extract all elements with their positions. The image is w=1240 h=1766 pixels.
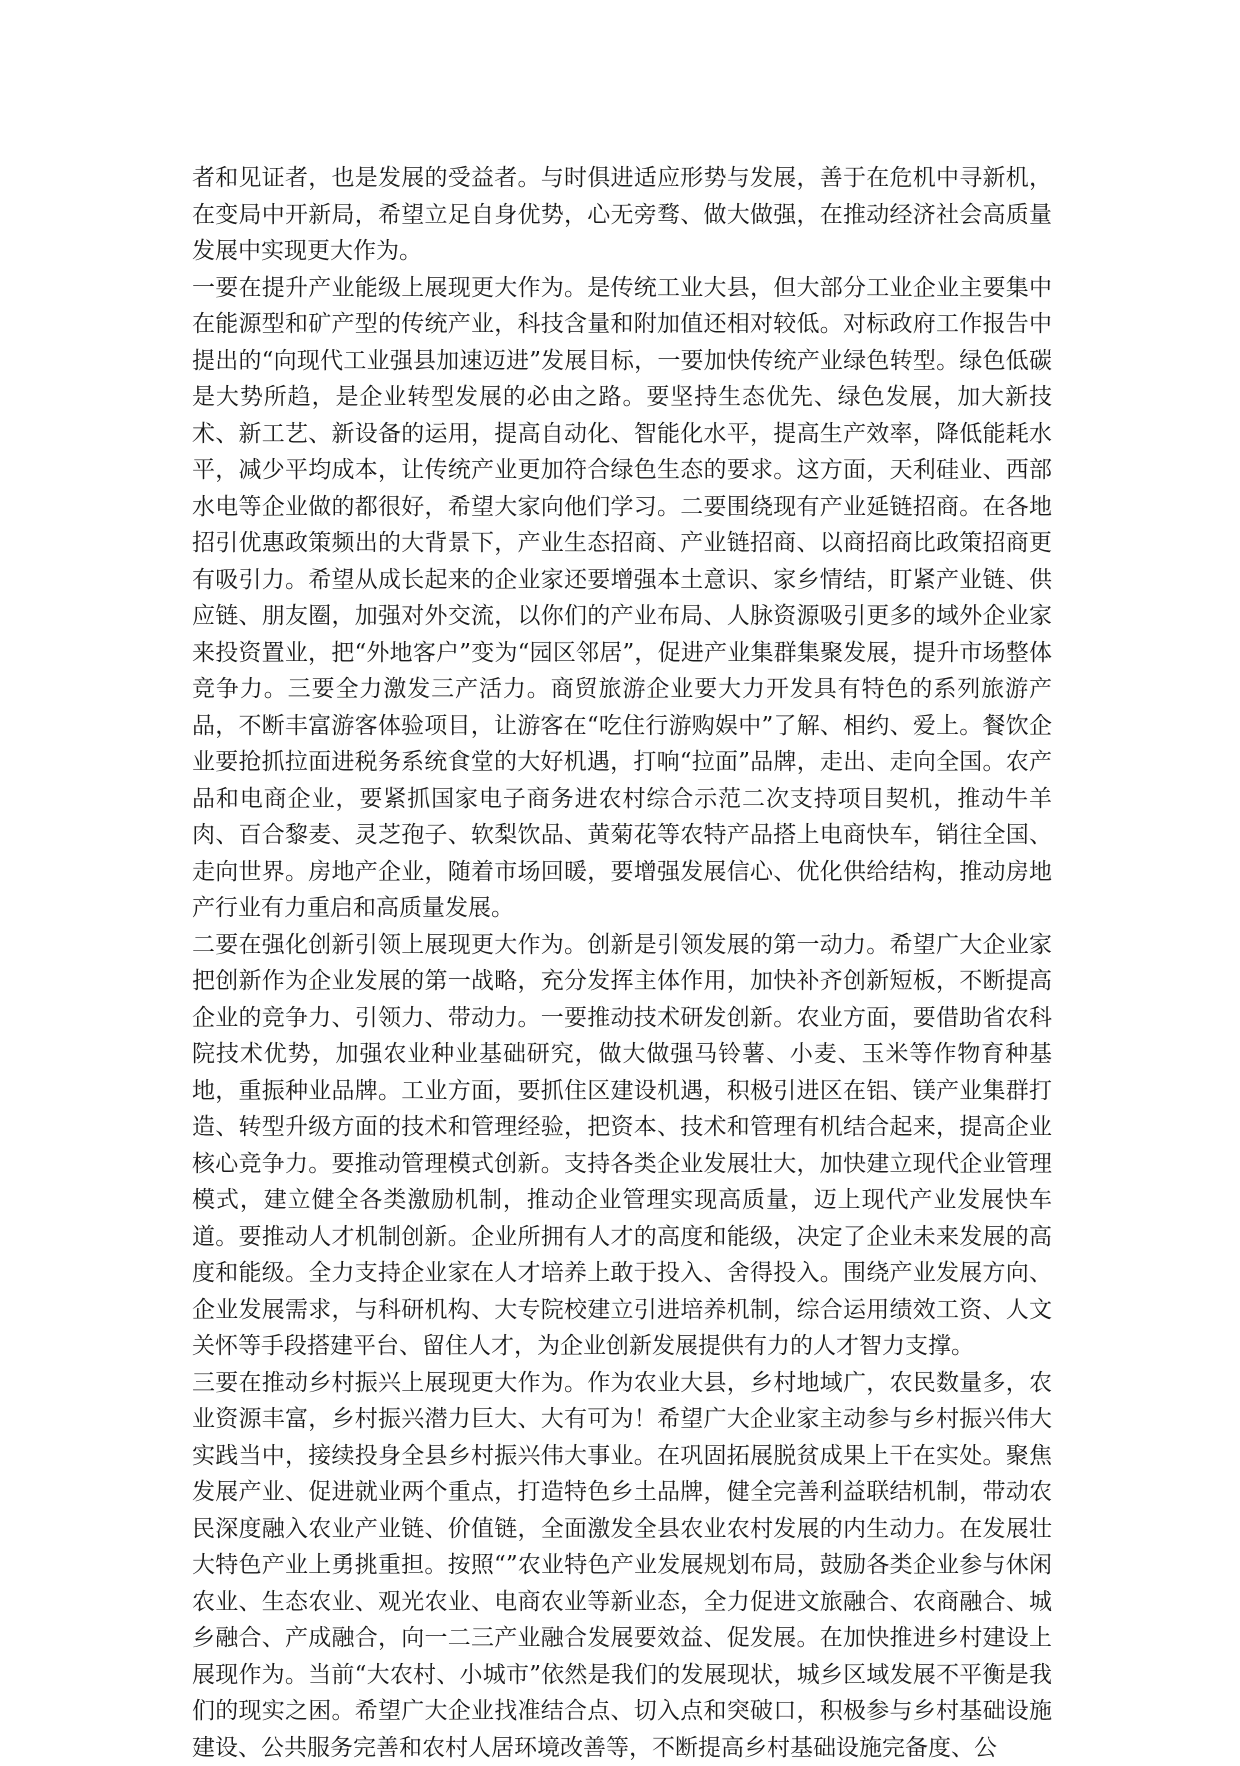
paragraph-industry-upgrade: 一要在提升产业能级上展现更大作为。是传统工业大县，但大部分工业企业主要集中在能源型和矿产型的传统产业，科技含量和附加值还相对较低。对标政府工作报告中提出的“向现代工业强县加速迈进”发展目标，一要加快传统产业绿色转型。绿色低碳是大势所趋，是企业转型发展的必由之路。要坚持生态优先、绿色发展，加大新技术、新工艺、新设备的运用，提高自动化、智能化水平，提高生产效率，降低能耗水平，减少平均成本，让传统产业更加符合绿色生态的要求。这方面，天利硅业、西部水电等企业做的都很好，希望大家向他们学习。二要围绕现有产业延链招商。在各地招引优惠政策频出的大背景下，产业生态招商、产业链招商、以商招商比政策招商更有吸引力。希望从成长起来的企业家还要增强本土意识、家乡情结，盯紧产业链、供应链、朋友圈，加强对外交流，以你们的产业布局、人脉资源吸引更多的域外企业家来投资置业，把“外地客户”变为“园区邻居”，促进产业集群集聚发展，提升市场整体竞争力。三要全力激发三产活力。商贸旅游企业要大力开发具有特色的系列旅游产品，不断丰富游客体验项目，让游客在“吃住行游购娱中”了解、相约、爱上。餐饮企业要抢抓拉面进税务系统食堂的大好机遇，打响“拉面”品牌，走出、走向全国。农产品和电商企业，要紧抓国家电子商务进农村综合示范二次支持项目契机，推动牛羊肉、百合黎麦、灵芝孢子、软梨饮品、黄菊花等农特产品搭上电商快车，销往全国、走向世界。房地产企业，随着市场回暖，要增强发展信心、优化供给结构，推动房地产行业有力重启和高质量发展。 <box>192 270 1052 927</box>
document-body <box>192 160 1052 1766</box>
paragraph-innovation: 二要在强化创新引领上展现更大作为。创新是引领发展的第一动力。希望广大企业家把创新作为企业发展的第一战略，充分发挥主体作用，加快补齐创新短板，不断提高企业的竞争力、引领力、带动力。一要推动技术研发创新。农业方面，要借助省农科院技术优势，加强农业种业基础研究，做大做强马铃薯、小麦、玉米等作物育种基地，重振种业品牌。工业方面，要抓住区建设机遇，积极引进区在铝、镁产业集群打造、转型升级方面的技术和管理经验，把资本、技术和管理有机结合起来，提高企业核心竞争力。要推动管理模式创新。支持各类企业发展壮大，加快建立现代企业管理模式，建立健全各类激励机制，推动企业管理实现高质量，迈上现代产业发展快车道。要推动人才机制创新。企业所拥有人才的高度和能级，决定了企业未来发展的高度和能级。全力支持企业家在人才培养上敢于投入、舍得投入。围绕产业发展方向、企业发展需求，与科研机构、大专院校建立引进培养机制，综合运用绩效工资、人文关怀等手段搭建平台、留住人才，为企业创新发展提供有力的人才智力支撑。 <box>192 927 1052 1365</box>
paragraph-continuation: 者和见证者，也是发展的受益者。与时俱进适应形势与发展，善于在危机中寻新机，在变局中开新局，希望立足自身优势，心无旁骛、做大做强，在推动经济社会高质量发展中实现更大作为。 <box>192 160 1052 270</box>
paragraph-rural-revitalization: 三要在推动乡村振兴上展现更大作为。作为农业大县，乡村地域广，农民数量多，农业资源丰富，乡村振兴潜力巨大、大有可为！希望广大企业家主动参与乡村振兴伟大实践当中，接续投身全县乡村振兴伟大事业。在巩固拓展脱贫成果上干在实处。聚焦发展产业、促进就业两个重点，打造特色乡土品牌，健全完善利益联结机制，带动农民深度融入农业产业链、价值链，全面激发全县农业农村发展的内生动力。在发展壮大特色产业上勇挑重担。按照“”农业特色产业发展规划布局，鼓励各类企业参与休闲农业、生态农业、观光农业、电商农业等新业态，全力促进文旅融合、农商融合、城乡融合、产成融合，向一二三产业融合发展要效益、促发展。在加快推进乡村建设上展现作为。当前“大农村、小城市”依然是我们的发展现状，城乡区域发展不平衡是我们的现实之困。希望广大企业找准结合点、切入点和突破口，积极参与乡村基础设施建设、公共服务完善和农村人居环境改善等，不断提高乡村基础设施完备度、公 <box>192 1365 1052 1766</box>
